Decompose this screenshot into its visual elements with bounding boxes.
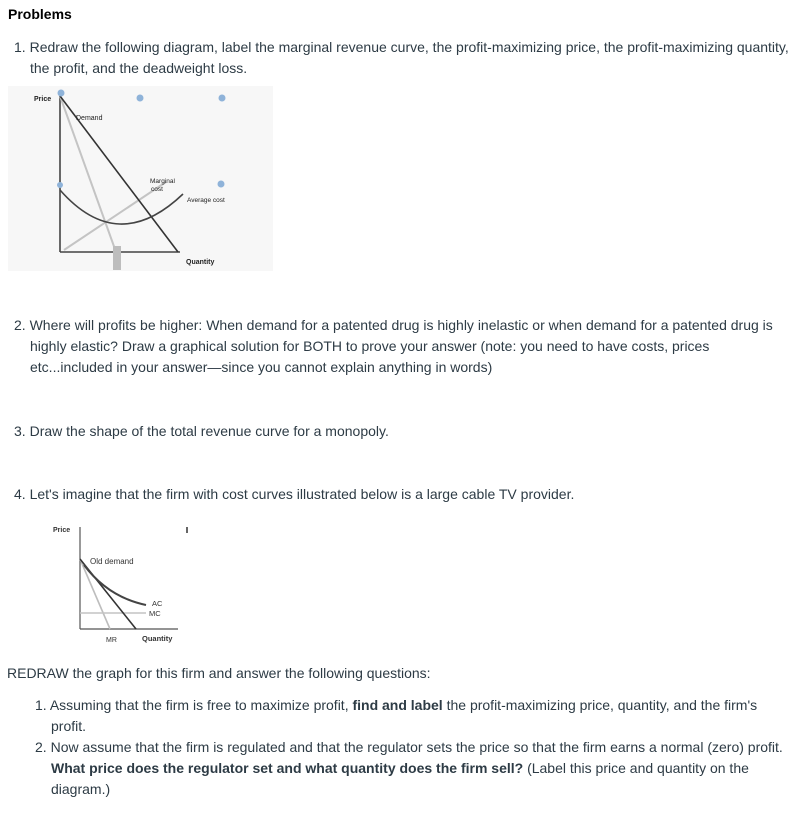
mr-label: MR	[106, 637, 117, 644]
question-1-text: Redraw the following diagram, label the marginal revenue curve, the profit-maximizing price, the profit-maximizing quantity, the profit, and the deadweight loss.	[29, 39, 789, 76]
question-2-text: Where will profits be higher: When demand for a patented drug is highly inelastic or when demand for a patented drug is highly elastic? Draw a graphical solution for BOTH to prove your answer (note: you need to have costs, prices etc...included in your answer—since you cannot explain anything in words)	[29, 317, 773, 375]
marginal-cost-label: Marginal	[150, 178, 175, 185]
question-1	[14, 37, 790, 79]
ac-label: AC	[152, 599, 163, 608]
subquestion-1-number: 1.	[35, 697, 47, 713]
subquestion-2-text-bold: What price does the regulator set and what quantity does the firm sell?	[51, 760, 524, 776]
marginal-revenue-line	[80, 559, 110, 629]
question-2-number: 2.	[14, 317, 26, 333]
quantity-block	[113, 246, 121, 270]
marker-circle	[219, 95, 226, 102]
y-axis-label: Price	[34, 96, 52, 103]
old-demand-label: Old demand	[90, 557, 134, 566]
marker-circle	[57, 182, 63, 188]
redraw-instruction: REDRAW the graph for this firm and answer the following questions:	[7, 665, 431, 681]
subquestion-2-text-post: (Label this price and quantity on the diagram.)	[51, 760, 749, 797]
subquestion-1-text-post: the profit-maximizing price, quantity, and the firm's profit.	[51, 697, 758, 734]
question-3	[14, 421, 790, 442]
subquestion-2	[35, 737, 790, 800]
subquestion-2-number: 2.	[35, 739, 47, 755]
subquestion-2-text-pre: Now assume that the firm is regulated and that the regulator sets the price so that the firm earns a normal (zero) profit.	[50, 739, 783, 755]
demand-label: Demand	[76, 115, 103, 122]
question-4-number: 4.	[14, 486, 26, 502]
x-axis-label: Quantity	[142, 634, 173, 643]
page-heading: Problems	[8, 6, 72, 22]
question-4-text: Let's imagine that the firm with cost curves illustrated below is a large cable TV provider.	[29, 486, 575, 502]
average-cost-curve	[84, 565, 146, 605]
cable-tv-diagram	[48, 517, 208, 647]
marker-circle	[58, 90, 65, 97]
marginal-cost-label-2: cost	[151, 186, 163, 193]
y-axis-label: Price	[53, 527, 71, 534]
cable-tv-diagram-svg	[48, 517, 208, 647]
question-2	[14, 315, 790, 378]
x-axis-label: Quantity	[186, 259, 215, 266]
question-1-number: 1.	[14, 39, 26, 55]
monopoly-diagram-svg	[8, 86, 273, 271]
subquestion-1	[35, 695, 790, 737]
monopoly-diagram	[8, 86, 273, 271]
subquestion-1-text-pre: Assuming that the firm is free to maximize profit,	[49, 697, 353, 713]
subquestion-1-text-bold: find and label	[352, 697, 443, 713]
mc-label: MC	[149, 609, 161, 618]
average-cost-label: Average cost	[187, 197, 225, 204]
question-3-text: Draw the shape of the total revenue curve for a monopoly.	[29, 423, 389, 439]
question-4	[14, 484, 790, 505]
average-cost-curve	[60, 190, 183, 224]
question-3-number: 3.	[14, 423, 26, 439]
marker-circle	[137, 95, 144, 102]
marker-circle	[218, 181, 225, 188]
